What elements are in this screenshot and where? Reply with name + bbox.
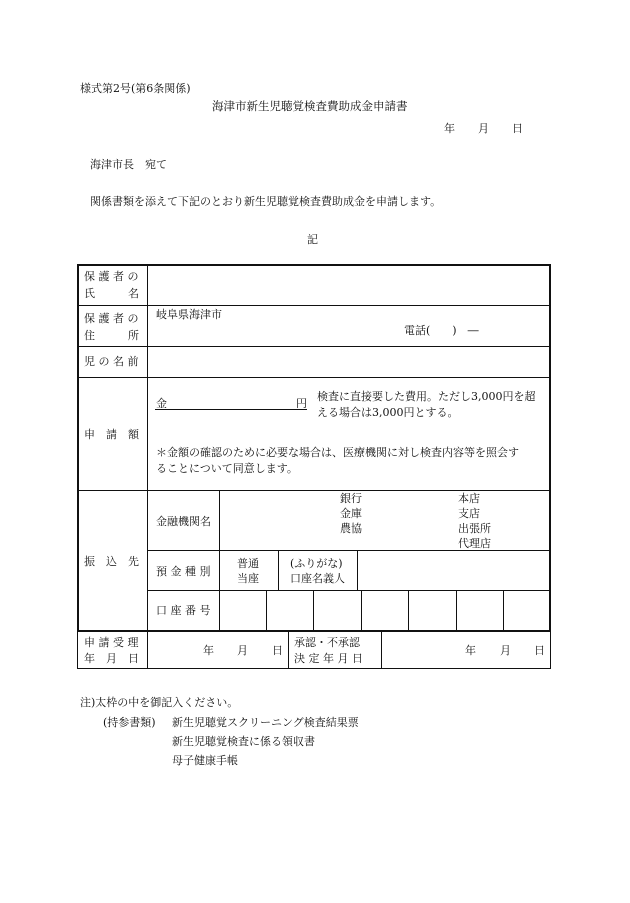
yen-label: 円 xyxy=(296,397,307,410)
doc-item-2: 新生児聴覚検査に係る領収書 xyxy=(172,735,315,748)
branch-type-1: 本店 xyxy=(458,492,480,505)
transfer-to-label: 振 込 先 xyxy=(84,555,139,568)
branch-type-2: 支店 xyxy=(458,507,480,520)
amount-field[interactable] xyxy=(170,392,294,409)
guardian-name-field[interactable] xyxy=(150,268,548,304)
bank-type-2: 金庫 xyxy=(340,507,362,520)
footer-note: 注)太枠の中を御記入ください。 xyxy=(80,696,239,709)
child-name-field[interactable] xyxy=(150,348,548,376)
apply-amount-label: 申 請 額 xyxy=(84,428,139,441)
doc-item-1: 新生児聴覚スクリーニング検査結果票 xyxy=(172,716,359,729)
approval-month: 月 xyxy=(500,644,511,657)
phone-label: 電話( ) ― xyxy=(404,324,479,337)
approval-label-line2: 決 定 年 月 日 xyxy=(294,652,363,665)
child-name-label: 児 の 名 前 xyxy=(84,355,139,368)
intro-text: 関係書類を添えて下記のとおり新生児聴覚検査費助成金を申請します。 xyxy=(90,195,442,208)
bank-type-1: 銀行 xyxy=(340,492,362,505)
account-holder-field[interactable] xyxy=(359,552,548,589)
deposit-type-label: 預 金 種 別 xyxy=(156,565,211,578)
amount-note-line2: える場合は3,000円とする。 xyxy=(317,406,459,419)
date-year-label: 年 xyxy=(444,122,455,135)
approval-day: 日 xyxy=(534,644,545,657)
ki-label: 記 xyxy=(307,233,318,246)
doc-item-3: 母子健康手帳 xyxy=(172,754,238,767)
guardian-name-label-line1: 保 護 者 の xyxy=(84,270,139,283)
branch-type-4: 代理店 xyxy=(458,537,491,550)
bank-name-label: 金融機関名 xyxy=(156,515,211,528)
form-title: 海津市新生児聴覚検査費助成金申請書 xyxy=(212,99,408,113)
branch-type-3: 出張所 xyxy=(458,522,491,535)
guardian-address-label-line2: 住 所 xyxy=(84,329,139,342)
guardian-address-label-line1: 保 護 者 の xyxy=(84,312,139,325)
amount-note-line1: 検査に直接要した費用。ただし3,000円を超 xyxy=(317,390,536,403)
receipt-year: 年 xyxy=(203,644,214,657)
consent-note-line1: ＊金額の確認のために必要な場合は、医療機関に対し検査内容等を照会す xyxy=(156,446,519,459)
addressee: 海津市長 宛て xyxy=(90,158,167,171)
approval-label-line1: 承認・不承認 xyxy=(294,636,360,649)
account-holder-label: 口座名義人 xyxy=(290,572,345,585)
consent-note-line2: ることについて同意します。 xyxy=(156,462,298,475)
account-number-label: 口 座 番 号 xyxy=(156,604,211,617)
date-month-label: 月 xyxy=(478,122,489,135)
receipt-day: 日 xyxy=(272,644,283,657)
approval-year: 年 xyxy=(465,644,476,657)
kin-label: 金 xyxy=(156,397,167,410)
receipt-month: 月 xyxy=(237,644,248,657)
address-prefix: 岐阜県海津市 xyxy=(156,308,222,321)
receipt-date-label-line1: 申 請 受 理 xyxy=(84,636,139,649)
docs-label: (持参書類) xyxy=(103,716,156,729)
date-day-label: 日 xyxy=(512,122,523,135)
form-number: 様式第2号(第6条関係) xyxy=(80,82,191,95)
bank-type-3: 農協 xyxy=(340,522,362,535)
deposit-option-current[interactable]: 当座 xyxy=(237,572,259,585)
receipt-date-label-line2: 年 月 日 xyxy=(84,652,139,665)
deposit-option-ordinary[interactable]: 普通 xyxy=(237,557,259,570)
guardian-name-label-line2: 氏 名 xyxy=(84,287,139,300)
furigana-label: (ふりがな) xyxy=(290,557,343,570)
